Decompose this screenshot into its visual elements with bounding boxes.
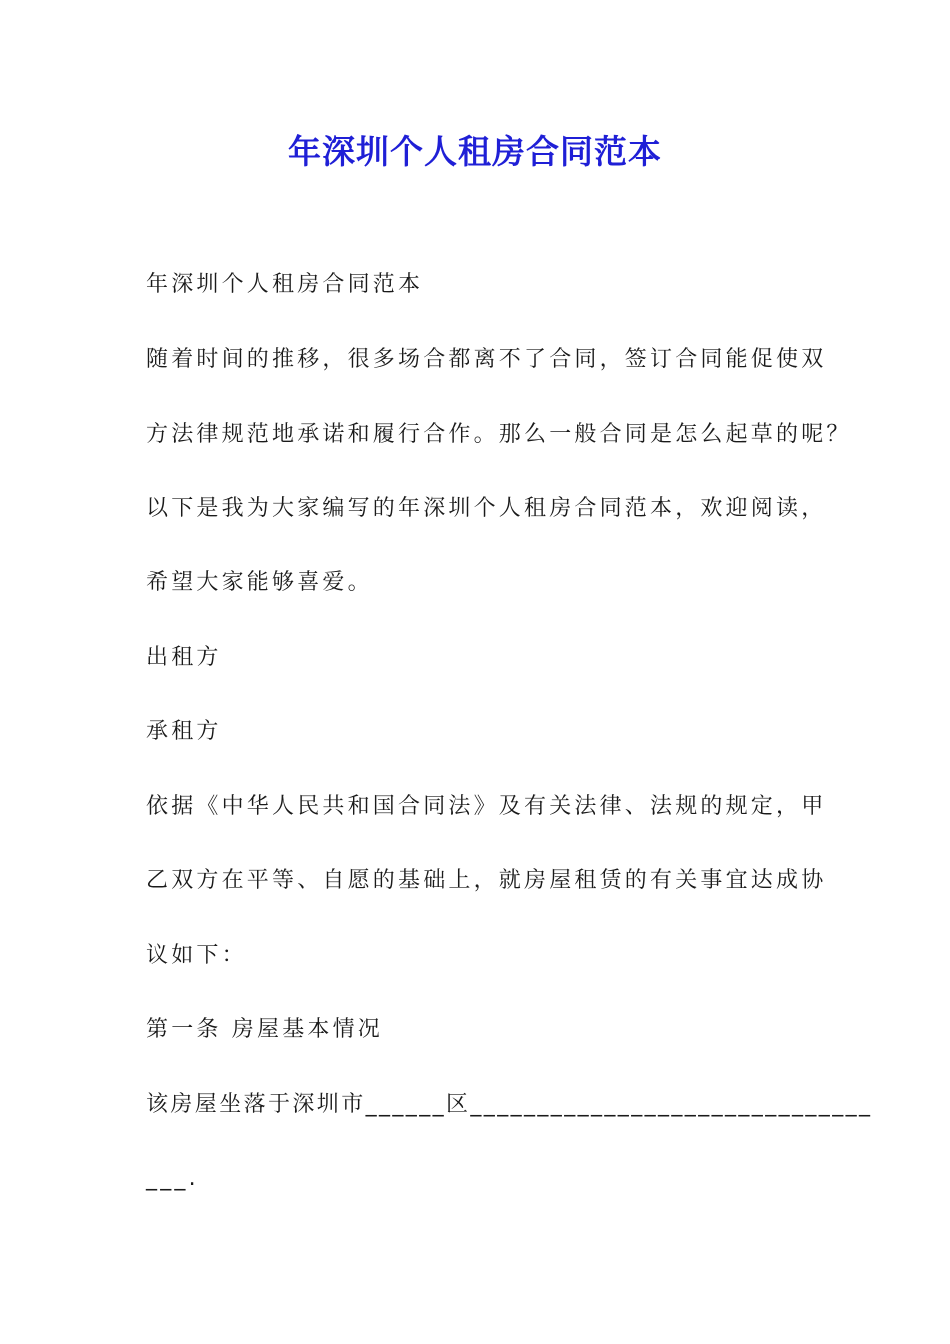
paragraph-line: 依据《中华人民共和国合同法》及有关法律、法规的规定，甲 bbox=[146, 794, 827, 819]
paragraph-line: 该房屋坐落于深圳市______区______________________________ bbox=[146, 1092, 873, 1117]
paragraph-line: 以下是我为大家编写的年深圳个人租房合同范本，欢迎阅读， bbox=[146, 496, 827, 521]
paragraph-line: 方法律规范地承诺和履行合作。那么一般合同是怎么起草的呢？ bbox=[146, 422, 852, 447]
section-heading: 第一条 房屋基本情况 bbox=[146, 1017, 383, 1042]
paragraph-line: ___. bbox=[146, 1166, 199, 1191]
paragraph-line: 希望大家能够喜爱。 bbox=[146, 570, 373, 595]
paragraph-line: 随着时间的推移，很多场合都离不了合同，签订合同能促使双 bbox=[146, 347, 827, 372]
paragraph-line: 乙双方在平等、自愿的基础上，就房屋租赁的有关事宜达成协 bbox=[146, 868, 827, 893]
document-title: 年深圳个人租房合同范本 bbox=[288, 132, 662, 171]
paragraph-line: 出租方 bbox=[146, 645, 222, 670]
paragraph-line: 年深圳个人租房合同范本 bbox=[146, 272, 424, 297]
paragraph-line: 承租方 bbox=[146, 719, 222, 744]
paragraph-line: 议如下： bbox=[146, 943, 247, 968]
